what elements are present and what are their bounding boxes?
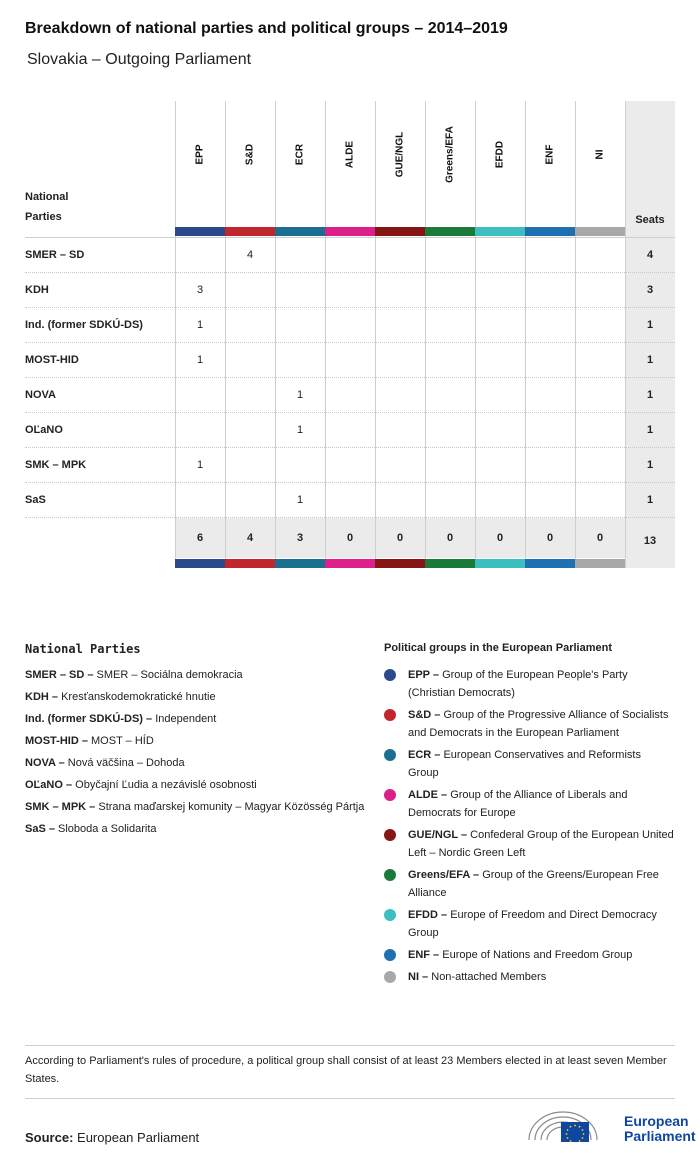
group-color-bar [325,559,375,568]
group-header [175,101,225,229]
group-color-dot-icon [384,869,396,881]
party-abbreviation: Ind. (former SDKÚ-DS) – [25,713,153,725]
group-color-bar [525,227,575,236]
party-name: Ind. (former SDKÚ-DS) [25,319,143,331]
national-party-legend-item [25,666,365,684]
political-group-legend-item [384,906,674,942]
european-parliament-logo [527,1106,696,1146]
group-header-label: ALDE [344,140,356,169]
table-row [25,483,675,518]
group-color-bar [475,559,525,568]
source-value: European Parliament [77,1130,200,1145]
political-group-legend-item [384,946,674,964]
party-abbreviation: NOVA – [25,757,65,769]
row-seats: 4 [646,249,654,261]
group-color-bar [325,227,375,236]
group-header [425,101,475,229]
seat-cell: 1 [196,354,204,366]
group-total: 0 [396,532,404,544]
group-color-dot-icon [384,789,396,801]
group-header-label: ENF [544,144,556,165]
group-total: 4 [246,532,254,544]
table-row [25,308,675,343]
group-header [525,101,575,229]
political-group-legend-item [384,706,674,742]
divider [25,1098,675,1099]
party-full-name: Independent [155,713,217,725]
national-parties-legend [25,666,365,842]
group-color-bar [475,227,525,236]
group-total: 0 [346,532,354,544]
party-abbreviation: KDH – [25,691,59,703]
group-color-dot-icon [384,829,396,841]
national-party-legend-item [25,710,365,728]
national-parties-header: National Parties [25,191,69,223]
group-header [375,101,425,229]
group-color-bar [275,227,325,236]
group-header [225,101,275,229]
party-full-name: Kresťanskodemokratické hnutie [61,691,216,703]
row-seats: 3 [646,284,654,296]
table-row [25,448,675,483]
party-abbreviation: SMER – SD – [25,669,94,681]
seat-cell: 4 [246,249,254,261]
table-row [25,413,675,448]
political-group-legend-item [384,786,674,822]
party-name: KDH [25,284,49,296]
group-full-name: Non-attached Members [431,971,547,983]
group-header-label: GUE/NGL [394,131,406,178]
row-seats: 1 [646,459,654,471]
party-full-name: MOST – HÍD [91,735,154,747]
group-color-bar [425,559,475,568]
group-full-name: Group of the Alliance of Liberals and Democrats for Europe [408,789,628,819]
group-header-label: EFDD [494,140,506,169]
party-full-name: SMER – Sociálna demokracia [96,669,243,681]
seat-cell: 1 [296,424,304,436]
hemicycle-icon [527,1106,617,1146]
group-abbreviation: S&D – [408,709,441,721]
political-group-legend-item [384,968,674,986]
group-abbreviation: EPP – [408,669,439,681]
group-color-dot-icon [384,749,396,761]
group-full-name: Europe of Freedom and Direct Democracy Group [408,909,657,939]
group-total: 0 [596,532,604,544]
source-label: Source: [25,1130,74,1145]
national-parties-legend-title: National Parties [25,642,141,656]
party-abbreviation: SaS – [25,823,55,835]
group-header [475,101,525,229]
group-color-dot-icon [384,669,396,681]
political-group-legend-item [384,866,674,902]
group-color-bar [525,559,575,568]
political-groups-legend-title: Political groups in the European Parliament [384,642,612,654]
party-name: SaS [25,494,46,506]
group-color-bar [575,559,625,568]
group-header-label: EPP [194,144,206,165]
party-full-name: Nová väčšina – Dohoda [67,757,185,769]
national-party-legend-item [25,754,365,772]
group-color-bar [225,559,275,568]
group-color-bar [425,227,475,236]
seat-cell: 1 [196,319,204,331]
national-party-legend-item [25,776,365,794]
party-name: SMK – MPK [25,459,87,471]
national-party-legend-item [25,798,365,816]
group-full-name: Group of the Greens/European Free Alliance [408,869,659,899]
party-name: SMER – SD [25,249,85,261]
group-color-dot-icon [384,909,396,921]
table-row [25,343,675,378]
party-full-name: Obyčajní Ľudia a nezávislé osobnosti [75,779,257,791]
group-color-bar [375,227,425,236]
group-full-name: Group of the Progressive Alliance of Socialists and Democrats in the European Parliament [408,709,669,739]
group-header [325,101,375,229]
seat-cell: 1 [296,389,304,401]
group-color-bar [175,227,225,236]
table-row [25,273,675,308]
group-total: 0 [496,532,504,544]
source-line [25,1130,199,1145]
party-abbreviation: OĽaNO – [25,779,73,791]
national-party-legend-item [25,820,365,838]
political-group-legend-item [384,666,674,702]
group-abbreviation: ENF – [408,949,440,961]
table-row [25,378,675,413]
table-row [25,238,675,273]
row-seats: 1 [646,494,654,506]
group-header [575,101,625,229]
national-party-legend-item [25,732,365,750]
row-seats: 1 [646,354,654,366]
party-name: OĽaNO [25,424,63,436]
group-header [275,101,325,229]
row-seats: 1 [646,424,654,436]
logo-text [624,1114,696,1144]
group-total: 3 [296,532,304,544]
logo-text-line: European [624,1113,689,1129]
group-abbreviation: Greens/EFA – [408,869,480,881]
political-groups-legend [384,666,674,990]
group-abbreviation: EFDD – [408,909,448,921]
group-abbreviation: ECR – [408,749,441,761]
seats-header: Seats [635,214,665,226]
group-full-name: Group of the European People's Party (Christian Democrats) [408,669,628,699]
seats-table [25,101,675,571]
group-total: 0 [546,532,554,544]
group-color-bar [275,559,325,568]
rules-note: According to Parliament's rules of procedure, a political group shall consist of at least 23 Members elected in at least seven Member States. [25,1055,667,1085]
party-abbreviation: SMK – MPK – [25,801,96,813]
group-total: 6 [196,532,204,544]
page-subtitle: Slovakia – Outgoing Parliament [27,51,252,68]
national-party-legend-item [25,688,365,706]
group-abbreviation: ALDE – [408,789,448,801]
row-seats: 1 [646,319,654,331]
group-abbreviation: GUE/NGL – [408,829,468,841]
group-header-label: NI [594,149,606,160]
seat-cell: 3 [196,284,204,296]
group-header-label: ECR [294,143,306,166]
group-full-name: Confederal Group of the European United Left – Nordic Green Left [408,829,674,859]
total-seats: 13 [643,535,657,547]
group-full-name: Europe of Nations and Freedom Group [442,949,633,961]
group-abbreviation: NI – [408,971,429,983]
divider [25,1045,675,1046]
row-seats: 1 [646,389,654,401]
group-header-label: S&D [244,143,256,166]
group-color-dot-icon [384,949,396,961]
party-name: NOVA [25,389,56,401]
party-name: MOST-HID [25,354,79,366]
seat-cell: 1 [296,494,304,506]
group-header-label: Greens/EFA [444,126,456,183]
logo-text-line: Parliament [624,1128,696,1144]
political-group-legend-item [384,746,674,782]
party-full-name: Sloboda a Solidarita [58,823,157,835]
group-color-bar [225,227,275,236]
group-full-name: European Conservatives and Reformists Group [408,749,641,779]
page-title: Breakdown of national parties and political groups – 2014–2019 [25,20,508,37]
seat-cell: 1 [196,459,204,471]
group-color-bar [575,227,625,236]
political-group-legend-item [384,826,674,862]
party-abbreviation: MOST-HID – [25,735,88,747]
group-total: 0 [446,532,454,544]
group-color-bar [175,559,225,568]
group-color-dot-icon [384,971,396,983]
party-full-name: Strana maďarskej komunity – Magyar Közösség Pártja [98,801,365,813]
group-color-bar [375,559,425,568]
group-color-dot-icon [384,709,396,721]
